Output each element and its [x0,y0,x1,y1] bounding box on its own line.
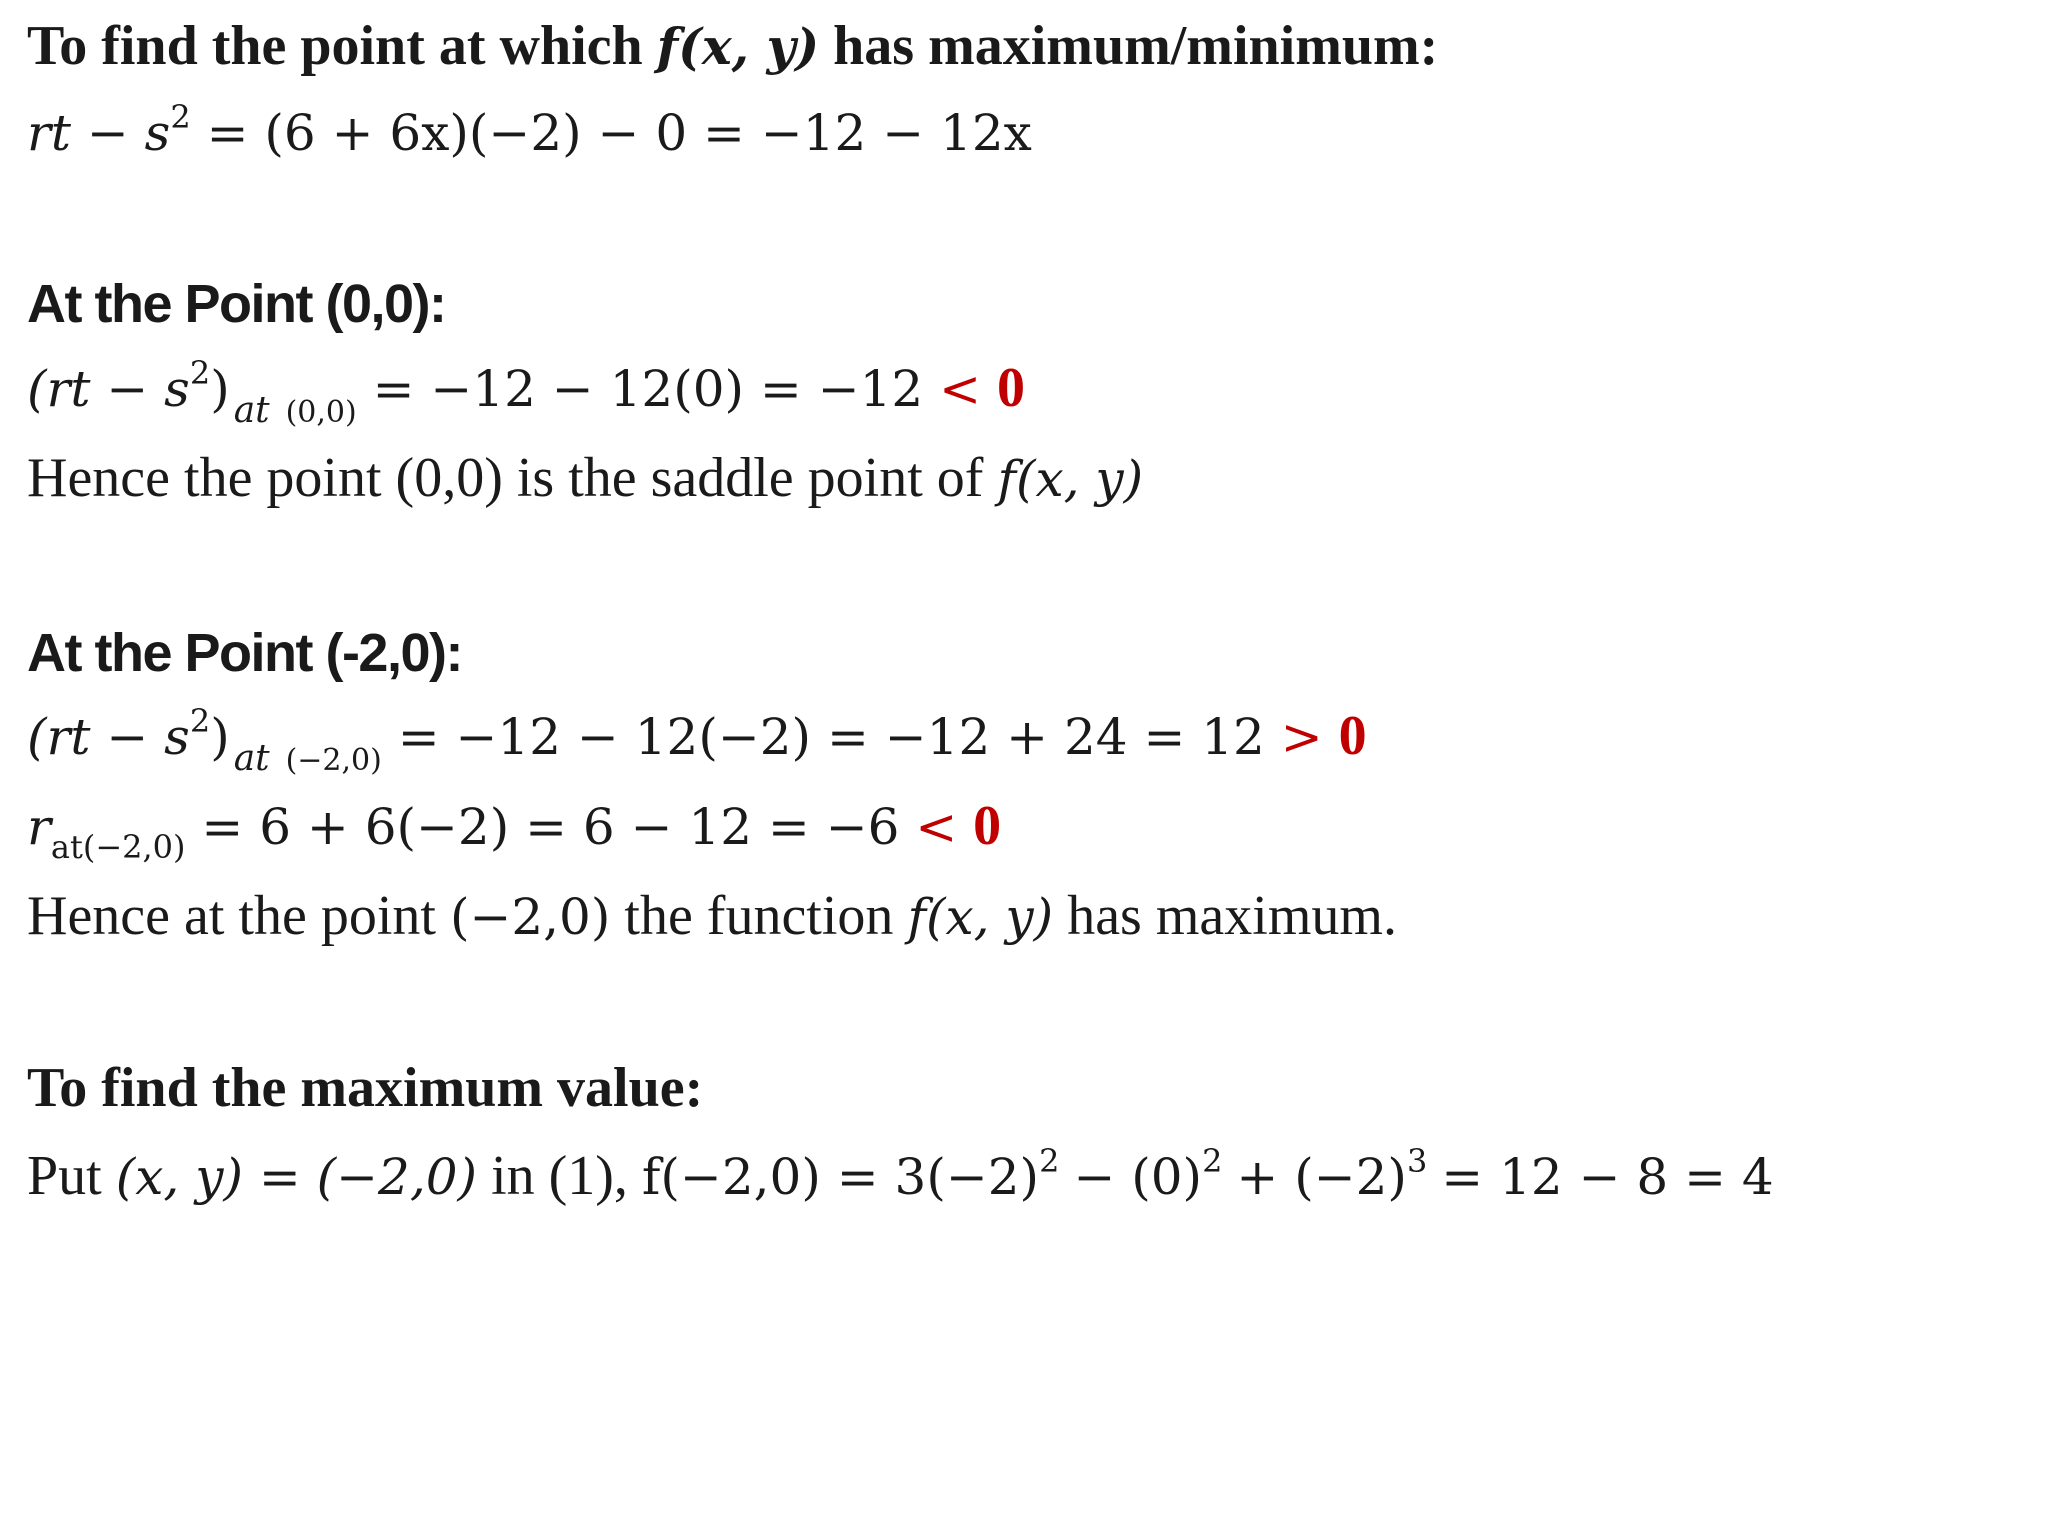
function-value: f(−2,0) = 3(−2) [641,1148,1040,1206]
conclusion-prefix: Hence at the point [27,885,436,947]
cube-superscript: 3 [1406,1142,1428,1180]
discriminant-formula [27,98,1032,162]
section-heading-max-value: To find the maximum value: [27,1057,704,1119]
equation-at-0-0 [27,354,1025,431]
conclusion-maximum [27,885,1397,947]
put-word: Put [27,1145,102,1207]
r-value-equation [27,795,1002,866]
eq-zero: 0 [1338,705,1367,767]
conclusion-saddle-point [27,447,1144,509]
equation-reference: in (1), [491,1145,628,1207]
eq-subscript-point: (−2,0) [285,743,382,778]
conclusion-function: f(x, y) [997,450,1144,508]
section-heading-point-0-0: At the Point (0,0): [27,274,446,334]
eq-open: (rt − s [27,708,190,766]
eq-open: (rt − s [27,360,190,418]
eq-subscript-at: at [233,390,270,431]
r-variable: r [27,798,51,856]
conclusion-function: f(x, y) [907,888,1054,946]
square-superscript-2: 2 [1202,1142,1223,1180]
heading-prefix: To find the point at which [27,15,643,77]
r-subscript: at(−2,0) [50,828,186,866]
final-result: = 12 − 8 = 4 [1441,1148,1774,1206]
eq-zero: 0 [996,357,1025,419]
eq-close: ) [210,708,230,766]
eq-rhs: = −12 − 12(−2) = −12 + 24 = 12 [397,708,1265,766]
eq-rhs: = −12 − 12(0) = −12 [372,360,924,418]
put-equation: (x, y) = (−2,0) [115,1148,478,1206]
section-heading-find-point [27,15,1439,77]
formula-superscript: 2 [170,98,191,136]
eq-relation: < [939,360,982,418]
heading-suffix: has maximum/minimum: [833,15,1439,77]
r-rhs: = 6 + 6(−2) = 6 − 12 = −6 [201,798,900,856]
eq-subscript-at: at [233,738,270,779]
plus-cube-term: + (−2) [1236,1148,1407,1206]
formula-rhs: = (6 + 6x)(−2) − 0 = −12 − 12x [206,104,1032,162]
minus-zero-term: − (0) [1073,1148,1203,1206]
eq-relation: > [1280,708,1323,766]
max-value-computation [27,1142,1774,1207]
heading-function: f(x, y) [656,17,820,76]
r-zero: 0 [973,795,1002,857]
equation-at-neg2-0 [27,702,1367,779]
eq-close: ) [210,360,230,418]
conclusion-suffix: has maximum. [1067,885,1397,947]
eq-superscript: 2 [189,702,211,740]
conclusion-point: (−2,0) [449,888,611,946]
section-heading-point-neg2-0: At the Point (-2,0): [27,623,462,683]
eq-superscript: 2 [189,354,211,392]
conclusion-text: Hence the point (0,0) is the saddle point of [27,447,984,509]
square-superscript-1: 2 [1039,1142,1060,1180]
r-relation: < [915,798,958,856]
formula-lhs: rt − s [27,104,171,162]
conclusion-mid: the function [624,885,894,947]
eq-subscript-point: (0,0) [285,395,357,430]
